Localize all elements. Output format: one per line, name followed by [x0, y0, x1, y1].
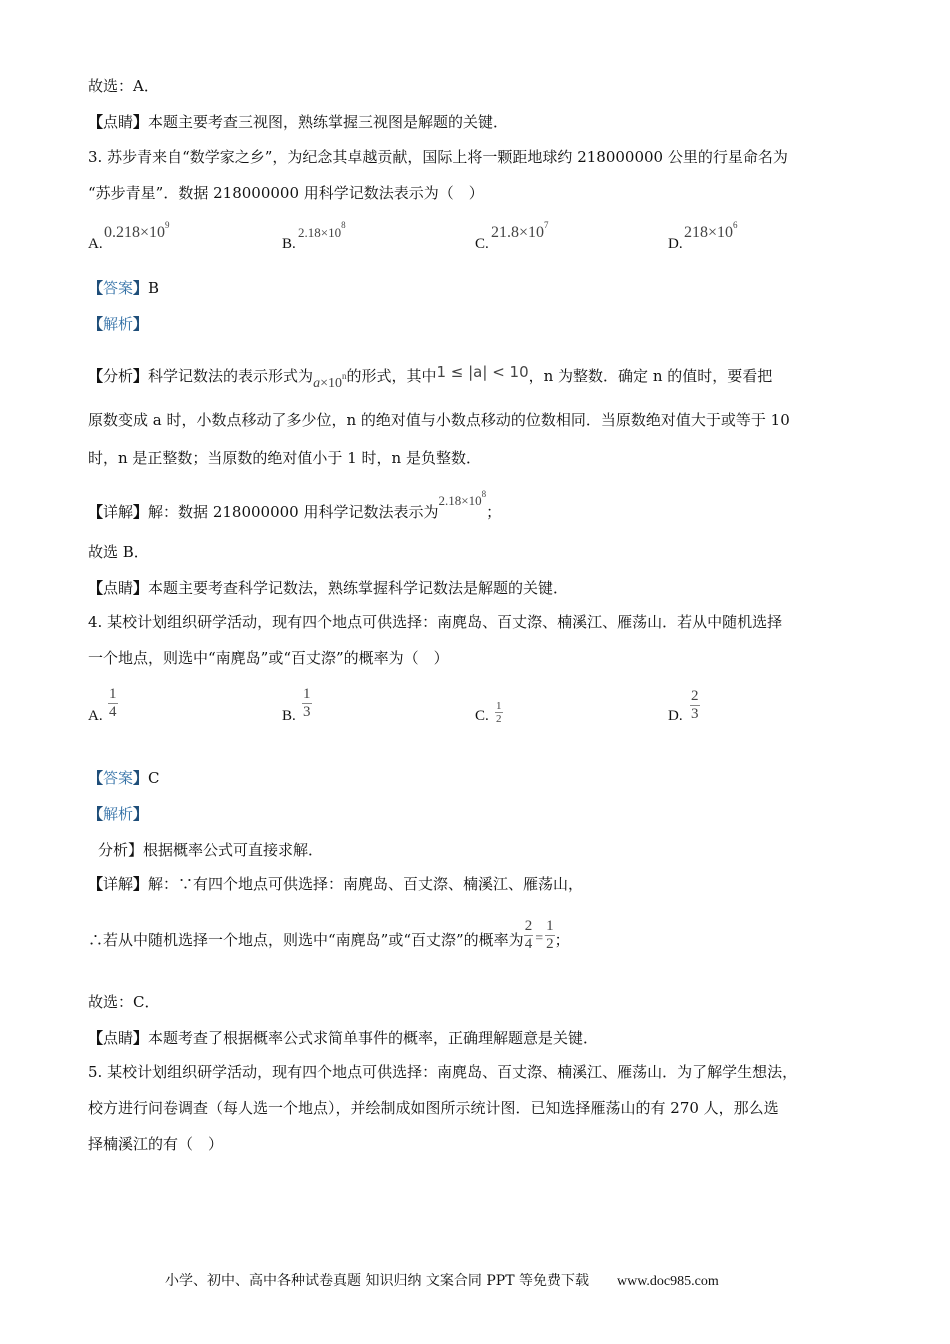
q3-fenxi-line2: 原数变成 a 时，小数点移动了多少位，n 的绝对值与小数点移动的位数相同．当原数绝对值大于或等于 10 — [88, 411, 790, 429]
q3-stem-line2: “苏步青星”．数据 218000000 用科学记数法表示为（ ） — [88, 184, 484, 202]
option-letter: C. — [475, 708, 489, 724]
prev-choice: 故选：A． — [88, 77, 159, 95]
q3-comment: 【点睛】本题主要考查科学记数法，熟练掌握科学记数法是解题的关键． — [88, 579, 569, 597]
footer-text: 小学、初中、高中各种试卷真题 知识归纳 文案合同 PPT 等免费下载 — [165, 1273, 589, 1289]
option-expr: $21.8\times 10^7$ — [491, 220, 549, 241]
footer-url[interactable]: www.doc985.com — [616, 1274, 719, 1289]
q4-stem-line1: 4. 某校计划组织研学活动，现有四个地点可供选择：南麂岛、百丈漈、楠溪江、雁荡山．若从中随机选择 — [88, 613, 783, 631]
detail-result: $2.18\times 10^8$ — [438, 489, 487, 508]
q3-choice: 故选 B． — [88, 543, 149, 561]
probability-expression: $\frac{2}{4}$ = $\frac{1}{2}$ — [524, 918, 554, 952]
q4-answer: 【答案】C — [88, 769, 160, 787]
q4-choice: 故选：C． — [88, 993, 160, 1011]
q5-stem-line2: 校方进行问卷调查（每人选一个地点），并绘制成如图所示统计图．已知选择雁荡山的有 270 人，那么选 — [88, 1099, 779, 1117]
fraction: $\frac{1}{4}$ — [109, 686, 117, 720]
q3-answer — [88, 278, 159, 298]
q3-analysis-label: 【解析】 — [88, 315, 149, 333]
prev-comment: 【点睛】本题主要考查三视图，熟练掌握三视图是解题的关键． — [88, 113, 509, 131]
q4-detail: 【详解】解：∵有四个地点可供选择：南麂岛、百丈漈、楠溪江、雁荡山， — [88, 875, 584, 893]
option-letter: A. — [88, 708, 103, 724]
fraction: $\frac{1}{3}$ — [303, 686, 311, 720]
q4-comment: 【点睛】本题考查了根据概率公式求简单事件的概率，正确理解题意是关键． — [88, 1029, 599, 1047]
q5-stem-line3: 择楠溪江的有（ ） — [88, 1135, 224, 1153]
option-expr: $218\times 10^6$ — [684, 220, 738, 241]
fraction: $\frac{2}{3}$ — [691, 688, 699, 722]
option-letter: A. — [88, 236, 103, 252]
option-letter: B. — [282, 708, 296, 724]
q4-therefore: ∴若从中随机选择一个地点，则选中“南麂岛”或“百丈漈”的概率为 $\frac{2}{4}$ = $\frac{1}{2}$ ； — [88, 918, 570, 952]
q3-fenxi-line3: 时，n 是正整数；当原数的绝对值小于 1 时，n 是负整数． — [88, 449, 481, 467]
q3-fenxi-line1: 【分析】科学记数法的表示形式为$a\times 10^n$的形式，其中1 ≤ |a| < 10，n 为整数．确定 n 的值时，要看把 — [88, 363, 773, 391]
q3-stem-line1: 3. 苏步青来自“数学家之乡”，为纪念其卓越贡献，国际上将一颗距地球约 218000000 公里的行星命名为 — [88, 148, 788, 166]
option-letter: D. — [668, 236, 683, 252]
option-expr: $0.218\times 10^9$ — [104, 220, 170, 241]
q4-stem-line2: 一个地点，则选中“南麂岛”或“百丈漈”的概率为（ ） — [88, 649, 449, 667]
option-expr: $2.18\times 10^8$ — [298, 220, 346, 240]
option-letter: C. — [475, 236, 489, 252]
q4-fenxi: 分析】根据概率公式可直接求解． — [98, 841, 324, 859]
comment-text: 本题主要考查三视图，熟练掌握三视图是解题的关键． — [148, 113, 509, 131]
answer-value: C — [148, 769, 160, 787]
formula-a-times-10-n: $a\times 10^n$ — [313, 371, 347, 391]
answer-value: B — [148, 279, 160, 297]
page-footer — [165, 1270, 719, 1290]
answer-label: 【答案】 — [88, 279, 149, 297]
option-letter: D. — [668, 708, 683, 724]
q4-analysis-label: 【解析】 — [88, 805, 149, 823]
option-letter: B. — [282, 236, 296, 252]
fraction: $\frac{1}{2}$ — [496, 700, 502, 725]
q3-detail: 【详解】解：数据 218000000 用科学记数法表示为$2.18\times 10^8$； — [88, 489, 502, 521]
q5-stem-line1: 5. 某校计划组织研学活动，现有四个地点可供选择：南麂岛、百丈漈、楠溪江、雁荡山．为了解学生想法， — [88, 1063, 798, 1081]
comment-label: 点睛 — [103, 113, 134, 131]
inequality: 1 ≤ |a| < 10 — [436, 363, 529, 381]
